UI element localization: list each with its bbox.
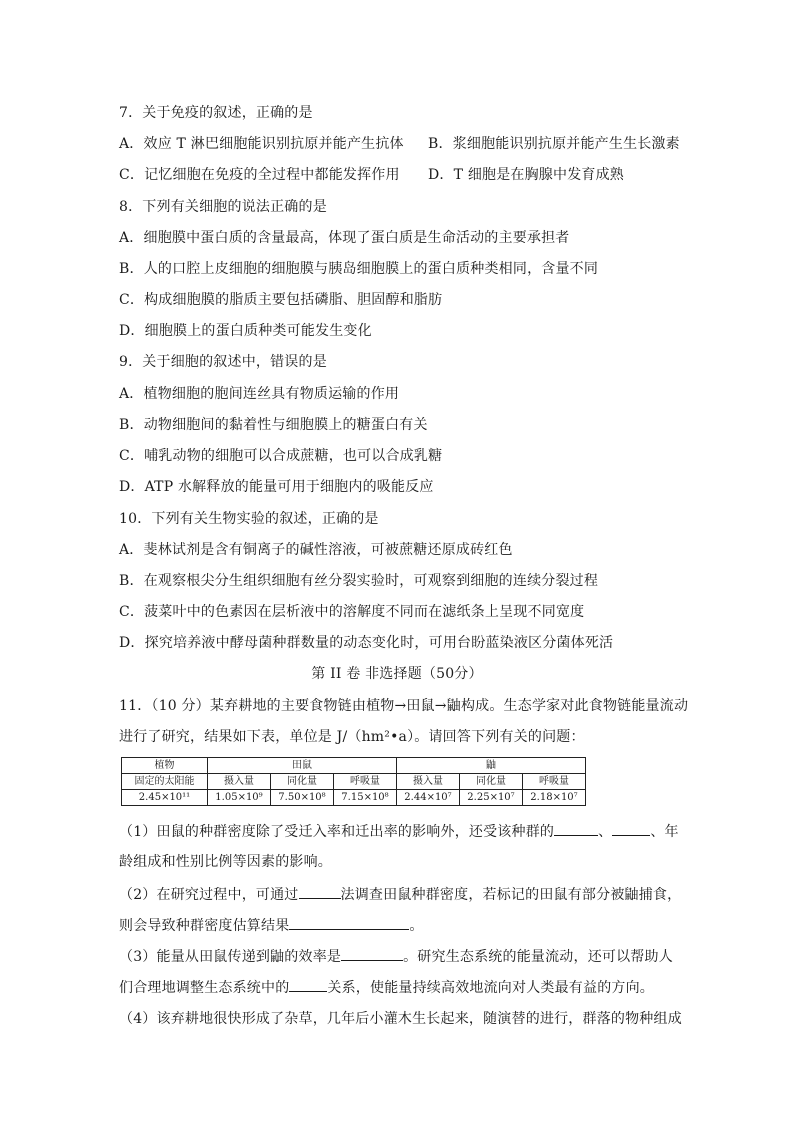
table-value-row <box>122 790 586 806</box>
q8-option-c: C．构成细胞膜的脂质主要包括磷脂、胆固醇和脂肪 <box>119 292 443 308</box>
q11-part1-text-a: （1）田鼠的种群密度除了受迁入率和迁出率的影响外，还受该种群的 <box>119 824 555 840</box>
answer-blank-1b[interactable] <box>612 821 650 836</box>
q11-part1-line-1 <box>119 821 679 842</box>
q11-part1-separator: 、 <box>598 824 613 840</box>
q7-stem: 7．关于免疫的叙述，正确的是 <box>119 105 313 121</box>
table-value-cell: 2.18×10⁷ <box>523 790 586 806</box>
q11-intro-line-2: 进行了研究，结果如下表，单位是 J/（hm²•a）。请回答下列有关的问题： <box>119 729 585 745</box>
q9-stem: 9．关于细胞的叙述中，错误的是 <box>119 354 327 370</box>
q9-option-a: A．植物细胞的胞间连丝具有物质运输的作用 <box>119 386 400 402</box>
q11-part3-line-2 <box>119 977 654 998</box>
table-group-weasel: 鼬 <box>397 758 586 774</box>
q11-intro-line-1: 11．（10 分）某弃耕地的主要食物链由植物→田鼠→鼬构成。生态学家对此食物链能量流动 <box>119 698 689 714</box>
answer-blank-3a[interactable] <box>341 946 403 961</box>
q8-stem: 8．下列有关细胞的说法正确的是 <box>119 199 327 215</box>
table-header-cell: 呼吸量 <box>523 774 586 790</box>
q7-options-ab <box>119 134 719 154</box>
q10-stem: 10．下列有关生物实验的叙述，正确的是 <box>119 511 379 527</box>
table-header-cell: 固定的太阳能 <box>122 774 208 790</box>
q11-part3-text-a: （3）能量从田鼠传递到鼬的效率是 <box>119 949 342 965</box>
q11-part2-line-2 <box>119 915 424 936</box>
q8-option-a: A．细胞膜中蛋白质的含量最高，体现了蛋白质是生命活动的主要承担者 <box>119 230 570 246</box>
table-header-cell: 摄入量 <box>397 774 460 790</box>
table-header-cell: 摄入量 <box>208 774 271 790</box>
q7-option-d: D．T 细胞是在胸腺中发育成熟 <box>428 167 625 183</box>
q7-option-a: A．效应 T 淋巴细胞能识别抗原并能产生抗体 <box>119 136 404 152</box>
q7-option-b: B．浆细胞能识别抗原并能产生生长激素 <box>428 136 680 152</box>
q7-options-cd <box>119 165 719 185</box>
section-title: 第 II 卷 非选择题（50分） <box>311 666 483 682</box>
q9-option-d: D．ATP 水解释放的能量可用于细胞内的吸能反应 <box>119 479 434 495</box>
q9-option-c: C．哺乳动物的细胞可以合成蔗糖，也可以合成乳糖 <box>119 448 443 464</box>
q11-part1-line-2: 龄组成和性别比例等因素的影响。 <box>119 854 332 870</box>
table-value-cell: 2.44×10⁷ <box>397 790 460 806</box>
q11-part2-text-b: 法调查田鼠种群密度，若标记的田鼠有部分被鼬捕食， <box>340 887 682 903</box>
answer-blank-2b[interactable] <box>289 915 409 930</box>
table-value-cell: 7.15×10⁸ <box>334 790 397 806</box>
table-value-cell: 1.05×10⁹ <box>208 790 271 806</box>
answer-blank-2a[interactable] <box>299 884 341 899</box>
q11-part2-end: 。 <box>409 918 424 934</box>
q11-part1-text-b: 、年 <box>650 824 679 840</box>
q11-part2-text-a: （2）在研究过程中，可通过 <box>119 887 299 903</box>
q11-part2-line-1 <box>119 884 681 905</box>
q11-part2-text-c: 则会导致种群密度估算结果 <box>119 918 290 934</box>
table-header-cell: 呼吸量 <box>334 774 397 790</box>
table-group-vole: 田鼠 <box>208 758 397 774</box>
q7-option-c: C．记忆细胞在免疫的全过程中都能发挥作用 <box>119 167 400 183</box>
q11-part3-text-d: 关系，使能量持续高效地流向对人类最有益的方向。 <box>327 980 655 996</box>
q10-option-d: D．探究培养液中酵母菌种群数量的动态变化时，可用台盼蓝染液区分菌体死活 <box>119 635 614 651</box>
table-value-cell: 2.45×10¹¹ <box>122 790 208 806</box>
q8-option-b: B．人的口腔上皮细胞的细胞膜与胰岛细胞膜上的蛋白质种类相同，含量不同 <box>119 261 599 277</box>
table-value-cell: 2.25×10⁷ <box>460 790 523 806</box>
q10-option-c: C．菠菜叶中的色素因在层析液中的溶解度不同而在滤纸条上呈现不同宽度 <box>119 604 585 620</box>
q9-option-b: B．动物细胞间的黏着性与细胞膜上的糖蛋白有关 <box>119 417 428 433</box>
q10-option-a: A．斐林试剂是含有铜离子的碱性溶液，可被蔗糖还原成砖红色 <box>119 542 513 558</box>
table-header-cell: 同化量 <box>460 774 523 790</box>
table-group-row <box>122 758 586 774</box>
q11-part4-line-1: （4）该弃耕地很快形成了杂草，几年后小灌木生长起来，随演替的进行，群落的物种组成 <box>119 1011 682 1027</box>
answer-blank-1a[interactable] <box>554 821 598 836</box>
table-group-plant: 植物 <box>122 758 208 774</box>
energy-flow-table <box>121 757 586 806</box>
q11-part3-line-1 <box>119 946 673 967</box>
table-value-cell: 7.50×10⁸ <box>271 790 334 806</box>
q11-part3-text-c: 们合理地调整生态系统中的 <box>119 980 290 996</box>
q10-option-b: B．在观察根尖分生组织细胞有丝分裂实验时，可观察到细胞的连续分裂过程 <box>119 573 599 589</box>
answer-blank-3b[interactable] <box>289 977 327 992</box>
q11-part3-text-b: 。研究生态系统的能量流动，还可以帮助人 <box>403 949 673 965</box>
table-header-row <box>122 774 586 790</box>
table-header-cell: 同化量 <box>271 774 334 790</box>
q8-option-d: D．细胞膜上的蛋白质种类可能发生变化 <box>119 323 372 339</box>
